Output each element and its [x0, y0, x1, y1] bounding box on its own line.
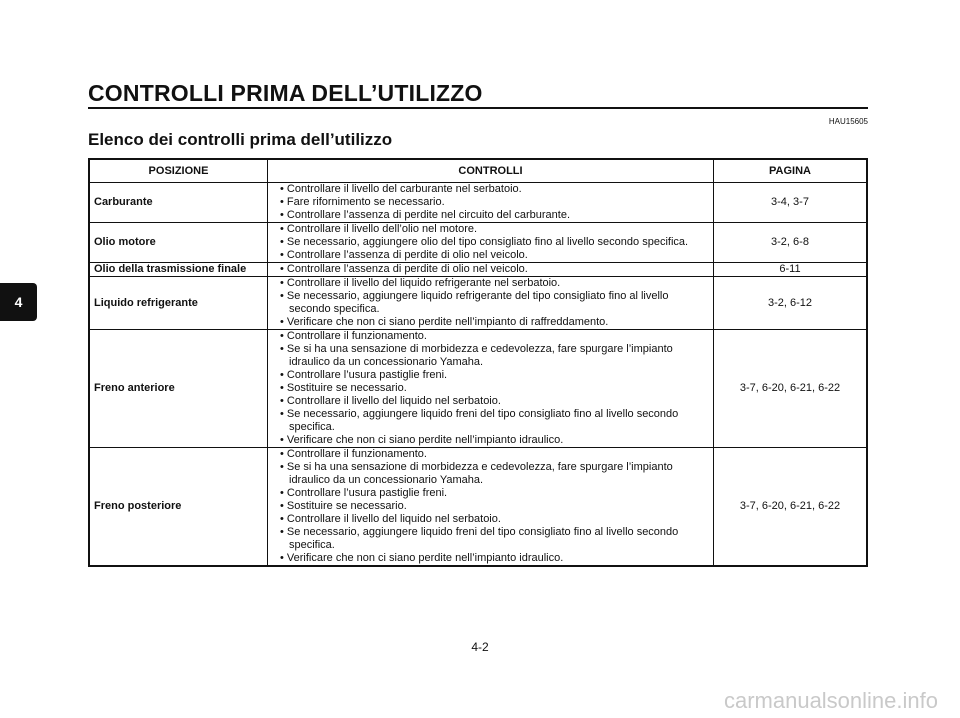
cell-posizione: Carburante: [89, 183, 268, 223]
document-code: HAU15605: [828, 117, 868, 126]
check-item: • Controllare il funzionamento.: [272, 448, 709, 461]
cell-controlli: [268, 263, 714, 277]
check-item: • Se necessario, aggiungere liquido freni del tipo consigliato fino al livello secondo specifica.: [272, 526, 709, 552]
cell-controlli: [268, 330, 714, 448]
cell-posizione: Freno posteriore: [89, 448, 268, 567]
header-posizione: POSIZIONE: [89, 159, 268, 183]
table-row: [89, 277, 867, 330]
header-pagina: PAGINA: [714, 159, 868, 183]
check-item: • Controllare l’usura pastiglie freni.: [272, 487, 709, 500]
check-item: • Se si ha una sensazione di morbidezza e cedevolezza, fare spurgare l’impianto idraulico da un concessionario Yamaha.: [272, 461, 709, 487]
check-list: [272, 183, 709, 222]
check-list: [272, 223, 709, 262]
check-item: • Se necessario, aggiungere liquido refrigerante del tipo consigliato fino al livello secondo specifica.: [272, 290, 709, 316]
cell-pagina: 3-7, 6-20, 6-21, 6-22: [714, 448, 868, 567]
pre-operation-checklist-table: [88, 158, 868, 567]
cell-pagina: 3-7, 6-20, 6-21, 6-22: [714, 330, 868, 448]
cell-controlli: [268, 183, 714, 223]
check-list: [272, 448, 709, 565]
check-item: • Verificare che non ci siano perdite nell’impianto idraulico.: [272, 552, 709, 565]
check-item: • Controllare l’assenza di perdite di olio nel veicolo.: [272, 249, 709, 262]
check-item: • Se necessario, aggiungere olio del tipo consigliato fino al livello secondo specifica.: [272, 236, 709, 249]
check-item: • Sostituire se necessario.: [272, 500, 709, 513]
check-item: • Controllare il livello del liquido nel serbatoio.: [272, 395, 709, 408]
check-item: • Controllare il funzionamento.: [272, 330, 709, 343]
check-item: • Verificare che non ci siano perdite nell’impianto di raffreddamento.: [272, 316, 709, 329]
section-title: Elenco dei controlli prima dell’utilizzo: [88, 130, 393, 149]
table-header-row: [89, 159, 867, 183]
table-body: [89, 183, 867, 567]
check-item: • Controllare il livello dell’olio nel motore.: [272, 223, 709, 236]
table-row: [89, 183, 867, 223]
chapter-tab: [0, 283, 37, 321]
check-item: • Controllare l’assenza di perdite di olio nel veicolo.: [272, 263, 709, 276]
cell-controlli: [268, 277, 714, 330]
check-list: [272, 263, 709, 276]
table-row: [89, 330, 867, 448]
check-item: • Sostituire se necessario.: [272, 382, 709, 395]
chapter-title: CONTROLLI PRIMA DELL’UTILIZZO: [88, 80, 483, 106]
cell-controlli: [268, 448, 714, 567]
cell-posizione: Freno anteriore: [89, 330, 268, 448]
cell-posizione: Liquido refrigerante: [89, 277, 268, 330]
check-item: • Controllare l’usura pastiglie freni.: [272, 369, 709, 382]
check-item: • Controllare il livello del liquido refrigerante nel serbatoio.: [272, 277, 709, 290]
check-item: • Controllare l’assenza di perdite nel circuito del carburante.: [272, 209, 709, 222]
cell-controlli: [268, 223, 714, 263]
cell-pagina: 3-4, 3-7: [714, 183, 868, 223]
check-item: • Controllare il livello del liquido nel serbatoio.: [272, 513, 709, 526]
check-item: • Verificare che non ci siano perdite nell’impianto idraulico.: [272, 434, 709, 447]
check-list: [272, 277, 709, 329]
check-list: [272, 330, 709, 447]
check-item: • Se necessario, aggiungere liquido freni del tipo consigliato fino al livello secondo specifica.: [272, 408, 709, 434]
header-controlli: CONTROLLI: [268, 159, 714, 183]
watermark: carmanualsonline.info: [723, 688, 938, 713]
cell-pagina: 3-2, 6-12: [714, 277, 868, 330]
chapter-tab-number: 4: [14, 294, 23, 310]
check-item: • Controllare il livello del carburante nel serbatoio.: [272, 183, 709, 196]
cell-posizione: Olio motore: [89, 223, 268, 263]
title-underline: [88, 107, 868, 109]
table-row: [89, 263, 867, 277]
check-item: • Fare rifornimento se necessario.: [272, 196, 709, 209]
cell-pagina: 6-11: [714, 263, 868, 277]
page-number: 4-2: [471, 640, 489, 654]
table-row: [89, 448, 867, 567]
table-row: [89, 223, 867, 263]
cell-posizione: Olio della trasmissione finale: [89, 263, 268, 277]
cell-pagina: 3-2, 6-8: [714, 223, 868, 263]
check-item: • Se si ha una sensazione di morbidezza e cedevolezza, fare spurgare l’impianto idraulico da un concessionario Yamaha.: [272, 343, 709, 369]
